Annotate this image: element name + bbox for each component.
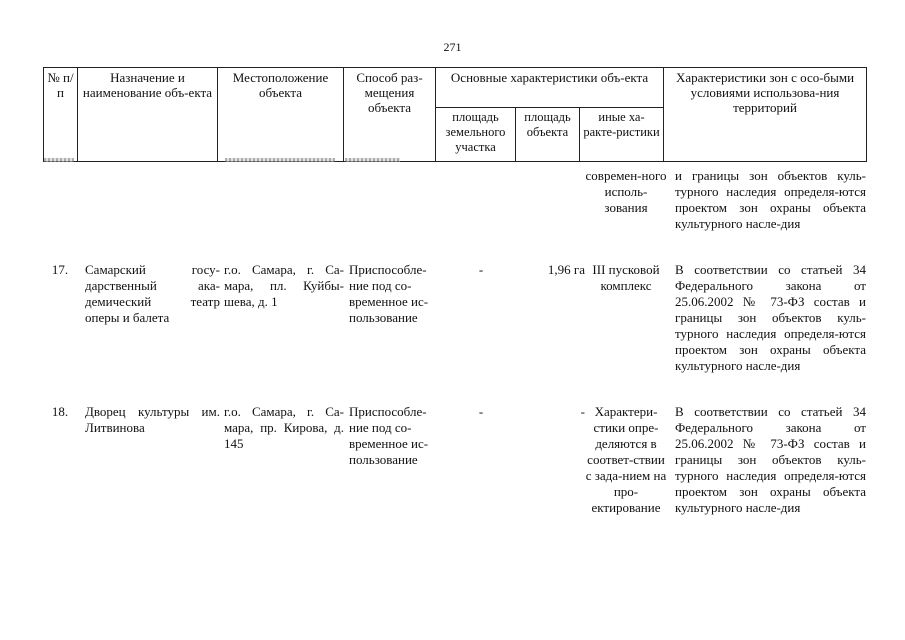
continuation-other: современ-ного исполь-зования [585, 168, 667, 215]
header-land-area: площадь земельного участка [436, 108, 516, 162]
header-main-characteristics: Основные характеристики объ-екта [436, 68, 664, 108]
header-other-characteristics: иные ха-ракте-ристики [580, 108, 664, 162]
row-zone: В соответствии со статьей 34 Федерального закона от 25.06.2002 № 73-ФЗ состав и границы зон объектов куль-турного наследия определя-ются проектом зон охраны объекта культурного насле-дия [675, 262, 866, 373]
row-name: Самарский госу-дарственный ака-демический театр оперы и балета [85, 262, 220, 325]
row-other: III пусковой комплекс [592, 262, 660, 293]
row-land-area: - [478, 404, 484, 419]
row-object-area: - [580, 404, 585, 419]
header-location: Местоположение объекта [218, 68, 344, 162]
row-placement: Приспособле-ние под со-временное ис-пользование [349, 262, 429, 325]
row-num: 17. [51, 262, 69, 277]
row-object-area: 1,96 га [547, 262, 585, 277]
header-name: Назначение и наименование объ-екта [78, 68, 218, 162]
row-location: г.о. Самара, г. Са-мара, пр. Кирова, д. 145 [224, 404, 344, 451]
row-num: 18. [51, 404, 69, 419]
scan-artifact [225, 158, 335, 162]
row-name: Дворец культуры им. Литвинова [85, 404, 220, 435]
header-num: № п/п [44, 68, 78, 162]
page-number: 271 [443, 40, 462, 54]
row-location: г.о. Самара, г. Са-мара, пл. Куйбы-шева, д. 1 [224, 262, 344, 309]
header-placement: Способ раз-мещения объекта [344, 68, 436, 162]
row-zone: В соответствии со статьей 34 Федерального закона от 25.06.2002 № 73-ФЗ состав и границы зон объектов куль-турного наследия определя-ются проектом зон охраны объекта культурного насле-дия [675, 404, 866, 515]
header-object-area: площадь объекта [516, 108, 580, 162]
row-placement: Приспособле-ние под со-временное ис-пользование [349, 404, 429, 467]
row-other: Характери-стики опре-деляются в соответ-ствии с зада-нием на про-ектирование [585, 404, 667, 515]
row-land-area: - [478, 262, 484, 277]
continuation-zone: и границы зон объектов куль-турного наследия определя-ются проектом зон охраны объекта культурного насле-дия [675, 168, 866, 231]
header-zones: Характеристики зон с осо-быми условиями использова-ния территорий [664, 68, 867, 162]
table-header [43, 67, 867, 162]
scan-artifact [44, 158, 74, 162]
scan-artifact [345, 158, 400, 162]
